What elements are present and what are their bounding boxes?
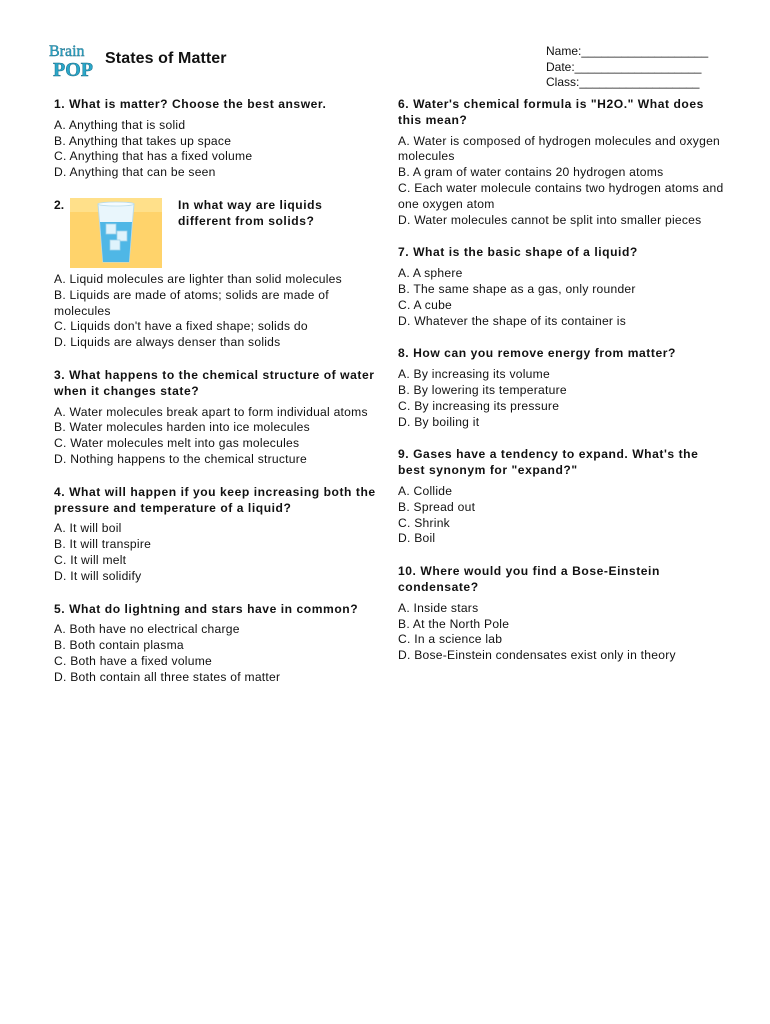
question-text: 8. How can you remove energy from matter?	[398, 346, 676, 361]
question-text: 5. What do lightning and stars have in common?	[54, 601, 359, 616]
question-text: 9. Gases have a tendency to expand. What's the best synonym for "expand?"	[398, 447, 699, 478]
answer-option[interactable]: C. It will melt	[54, 552, 127, 567]
question-5	[54, 602, 384, 686]
answer-option[interactable]: D. Boil	[398, 531, 436, 546]
date-field[interactable]: Date:___________________	[546, 59, 702, 74]
question-text: 3. What happens to the chemical structure of water when it changes state?	[54, 367, 375, 398]
answer-option[interactable]: A. Water is composed of hydrogen molecules and oxygen molecules	[398, 133, 721, 164]
question-2-header	[54, 198, 384, 268]
answer-option[interactable]: C. A cube	[398, 297, 453, 312]
answer-option[interactable]: A. A sphere	[398, 266, 463, 281]
student-info-fields	[546, 44, 708, 91]
answer-option[interactable]: C. Both have a fixed volume	[54, 653, 213, 668]
glass-of-water-icon	[70, 198, 162, 268]
answer-option[interactable]: B. Spread out	[398, 499, 476, 514]
answer-option[interactable]: B. By lowering its temperature	[398, 382, 567, 397]
answer-option[interactable]: D. By boiling it	[398, 414, 480, 429]
answer-option[interactable]: A. Collide	[398, 483, 453, 498]
answer-option[interactable]: B. The same shape as a gas, only rounder	[398, 281, 636, 296]
answer-option[interactable]: B. Water molecules harden into ice molecules	[54, 420, 310, 435]
answer-option[interactable]: D. Anything that can be seen	[54, 165, 216, 180]
left-column	[54, 97, 384, 703]
answer-option[interactable]: D. It will solidify	[54, 568, 142, 583]
logo-text-pop: POP	[53, 59, 93, 81]
answer-option[interactable]: A. Liquid molecules are lighter than solid molecules	[54, 271, 342, 286]
answer-option[interactable]: C. By increasing its pressure	[398, 398, 560, 413]
answer-option[interactable]: A. Inside stars	[398, 600, 479, 615]
question-number: 2.	[54, 197, 65, 212]
answer-option[interactable]: C. Water molecules melt into gas molecules	[54, 436, 300, 451]
question-6	[398, 97, 728, 228]
answer-option[interactable]: D. Liquids are always denser than solids	[54, 335, 281, 350]
question-text: In what way are liquids different from solids?	[178, 197, 323, 228]
answer-option[interactable]: A. It will boil	[54, 521, 122, 536]
answer-option[interactable]: C. Liquids don't have a fixed shape; solids do	[54, 319, 308, 334]
question-10	[398, 564, 728, 664]
question-text: 6. Water's chemical formula is "H2O." What does this mean?	[398, 97, 704, 127]
page-title: States of Matter	[105, 50, 227, 67]
answer-option[interactable]: B. Both contain plasma	[54, 638, 184, 653]
name-field[interactable]: Name:___________________	[546, 44, 709, 58]
question-2	[54, 198, 384, 351]
logo-text-brain: Brain	[49, 43, 85, 60]
answer-option[interactable]: A. By increasing its volume	[398, 367, 550, 382]
answer-option[interactable]: B. A gram of water contains 20 hydrogen atoms	[398, 165, 664, 180]
question-3	[54, 368, 384, 468]
answer-option[interactable]: C. Anything that has a fixed volume	[54, 149, 253, 164]
answer-option[interactable]: D. Whatever the shape of its container is	[398, 313, 627, 328]
brainpop-logo	[47, 40, 97, 82]
answer-option[interactable]: D. Water molecules cannot be split into smaller pieces	[398, 212, 702, 227]
question-text: 10. Where would you find a Bose-Einstein condensate?	[398, 564, 660, 594]
question-text: 4. What will happen if you keep increasing both the pressure and temperature of a liquid?	[54, 484, 376, 515]
answer-option[interactable]: B. At the North Pole	[398, 616, 510, 631]
answer-option[interactable]: B. Anything that takes up space	[54, 133, 232, 148]
question-9	[398, 447, 728, 547]
answer-option[interactable]: D. Both contain all three states of matter	[54, 669, 281, 684]
class-field[interactable]: Class:__________________	[546, 75, 700, 89]
answer-option[interactable]: A. Both have no electrical charge	[54, 622, 240, 637]
answer-option[interactable]: A. Water molecules break apart to form individual atoms	[54, 404, 368, 419]
question-4	[54, 485, 384, 585]
answer-option[interactable]: C. In a science lab	[398, 632, 503, 647]
answer-option[interactable]: C. Each water molecule contains two hydrogen atoms and one oxygen atom	[398, 180, 724, 211]
question-text: 1. What is matter? Choose the best answer.	[54, 97, 327, 111]
answer-option[interactable]: B. It will transpire	[54, 537, 152, 552]
answer-option[interactable]: C. Shrink	[398, 515, 450, 530]
answer-option[interactable]: D. Nothing happens to the chemical structure	[54, 451, 308, 466]
answer-option[interactable]: A. Anything that is solid	[54, 117, 186, 132]
question-7	[398, 245, 728, 329]
question-1	[54, 97, 384, 181]
answer-option[interactable]: D. Bose-Einstein condensates exist only in theory	[398, 648, 676, 663]
right-column	[398, 97, 728, 681]
answer-option[interactable]: B. Liquids are made of atoms; solids are made of molecules	[54, 287, 329, 318]
question-text: 7. What is the basic shape of a liquid?	[398, 245, 638, 260]
question-8	[398, 346, 728, 430]
